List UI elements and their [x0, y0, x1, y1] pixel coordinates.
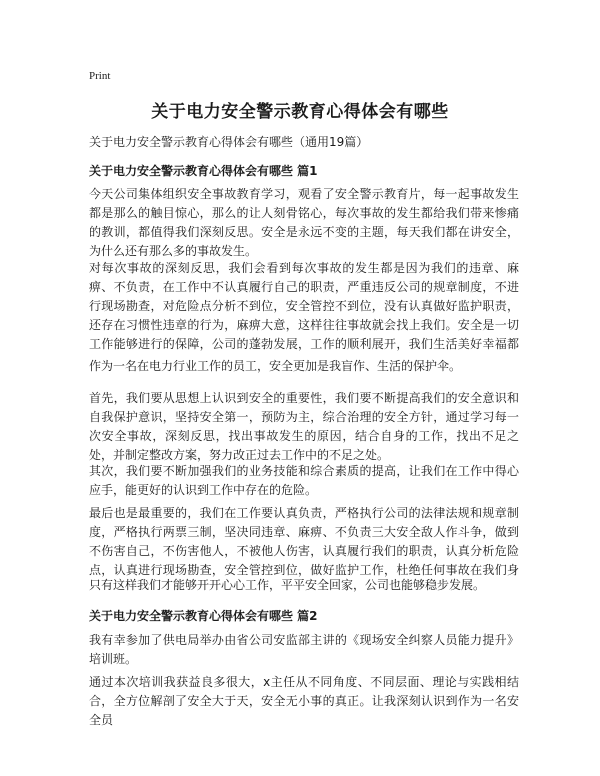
- paragraph: 其次，我们要不断加强我们的业务技能和综合素质的提高，让我们在工作中得心应手，能更好的认识到工作中存在的危险。: [89, 464, 519, 497]
- paragraph: 通过本次培训我获益良多很大，x主任从不同角度、不同层面、理论与实践相结合，全方位解剖了安全大于天，安全无小事的真正。让我深刻认识到作为一名安全员: [89, 675, 519, 727]
- print-link[interactable]: Print: [89, 70, 111, 82]
- paragraph: 首先，我们要从思想上认识到安全的重要性，我们要不断提高我们的安全意识和自我保护意识，坚持安全第一，预防为主，综合治理的安全方针，通过学习每一次安全事故，深刻反思，找出事故发生的原因，结合自身的工作，找出不足之处，并制定整改方案，努力改正过去工作中的不足之处。: [89, 391, 519, 462]
- paragraph: 最后也是最重要的，我们在工作要认真负责，严格执行公司的法律法规和规章制度，严格执行两票三制，坚决同违章、麻痹、不负责三大安全敌人作斗争，做到不伤害自己，不伤害他人，不被他人伤害，认真履行我们的职责，认真分析危险点，认真进行现场勘查，安全管控到位，做好监护工作，杜绝任何事故在我们身: [89, 506, 519, 577]
- subtitle: 关于电力安全警示教育心得体会有哪些（通用19篇）: [89, 135, 369, 149]
- page-title: 关于电力安全警示教育心得体会有哪些: [151, 102, 449, 122]
- section-heading-1: 关于电力安全警示教育心得体会有哪些 篇1: [89, 164, 318, 178]
- paragraph: 作为一名在电力行业工作的员工，安全更加是我盲作、生活的保护伞。: [89, 359, 462, 373]
- paragraph: 我有幸参加了供电局举办由省公司安监部主讲的《现场安全纠察人员能力提升》培训班。: [89, 633, 519, 666]
- paragraph: 对每次事故的深刻反思，我们会看到每次事故的发生都是因为我们的违章、麻痹、不负责，在工作中不认真履行自己的职责，严重违反公司的规章制度，不进行现场勘查，对危险点分析不到位，安全管控不到位，没有认真做好监护职责，还存在习惯性违章的行为，麻痹大意，这样往往事故就会找上我们。安全是一切工作能够进行的保障，公司的蓬勃发展，工作的顺利展开，我们生活美好幸福都: [89, 261, 519, 351]
- paragraph: 今天公司集体组织安全事故教育学习，观看了安全警示教育片，每一起事故发生都是那么的触目惊心，那么的让人刻骨铭心，每次事故的发生都给我们带来惨痛的教训，都值得我们深刻反思。安全是永远不变的主题，每天我们都在讲安全，为什么还有那么多的事故发生。: [89, 187, 519, 258]
- section-heading-2: 关于电力安全警示教育心得体会有哪些 篇2: [89, 609, 318, 623]
- paragraph: 只有这样我们才能够开开心心工作，平平安全回家，公司也能够稳步发展。: [89, 578, 486, 592]
